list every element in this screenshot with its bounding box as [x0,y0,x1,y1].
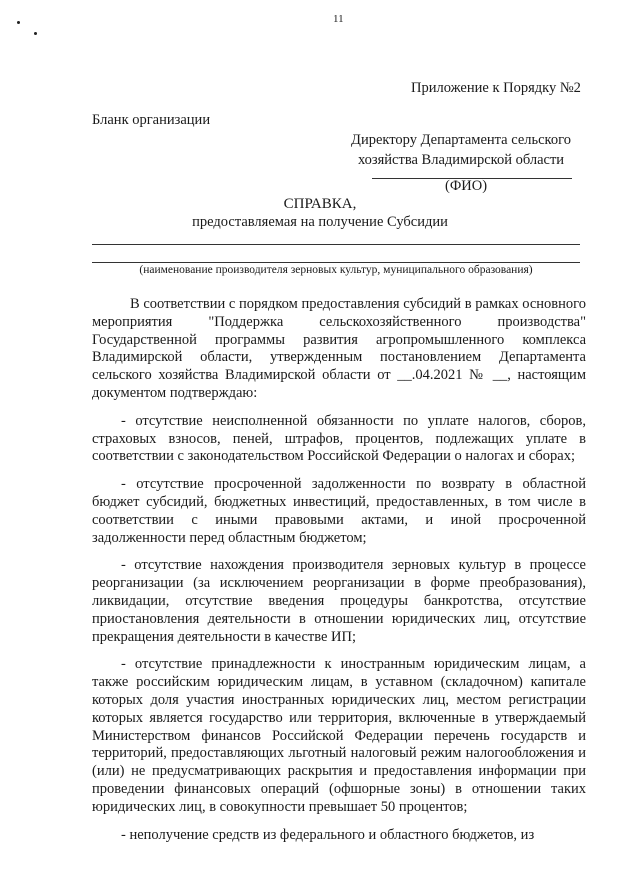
document-subtitle: предоставляемая на получение Субсидии [192,214,448,230]
fill-in-line [92,262,580,263]
intro-paragraph: В соответствии с порядком предоставления субсидий в рамках основного мероприятия "Поддержка сельскохозяйственного производства" Государственной программы развития агропромышленного комплекса Владимирской области, утвержденным постановлением Департамента сельского хозяйства Владимирской области от __.04.2021 № __, настоящим документом подтверждаю: [92,296,586,401]
appendix-label: Приложение к Порядку №2 [411,80,581,96]
organization-blank-label: Бланк организации [92,112,211,128]
confirmation-item: - отсутствие просроченной задолженности по возврату в областной бюджет субсидий, бюджетных инвестиций, предоставленных, в том числе в соответствии с иными правовыми актами, и иной просроченной задолженности перед областным бюджетом; [92,476,586,546]
scan-speck [17,21,20,24]
fio-label: (ФИО) [445,178,488,194]
confirmation-item: - неполучение средств из федерального и областного бюджетов, из [121,826,535,843]
confirmation-item: - отсутствие нахождения производителя зерновых культур в процессе реорганизации (за исключением реорганизации в форме преобразования), ликвидации, отсутствие введения процедуры банкротства, отсутствие приостановления деятельности в отношении юридических лиц, отсутствие прекращения деятельности в качестве ИП; [92,557,586,645]
confirmation-item: - отсутствие принадлежности к иностранным юридическим лицам, а также российским юридическим лицам, в уставном (складочном) капитале которых доля участия иностранных юридических лиц, местом регистрации которых является государство или территория, включенные в утверждаемый Министерством финансов Российской Федерации перечень государств и территорий, предоставляющих льготный налоговый режим налогообложения и (или) не предусматривающих раскрытия и предоставления информации при проведении финансовых операций (офшорные зоны) в отношении таких юридических лиц, в совокупности превышает 50 процентов; [92,656,586,815]
scan-speck [34,32,37,35]
addressee: Директору Департамента сельского хозяйства Владимирской области [351,132,571,168]
page-number: 11 [333,13,344,25]
confirmation-item: - отсутствие неисполненной обязанности по уплате налогов, сборов, страховых взносов, пеней, штрафов, процентов, подлежащих уплате в соответствии с законодательством Российской Федерации о налогах и сборах; [92,412,586,465]
fill-in-line [92,244,580,245]
document-title: СПРАВКА, [283,196,357,212]
producer-caption: (наименование производителя зерновых культур, муниципального образования) [139,264,533,276]
document-body [92,296,586,854]
